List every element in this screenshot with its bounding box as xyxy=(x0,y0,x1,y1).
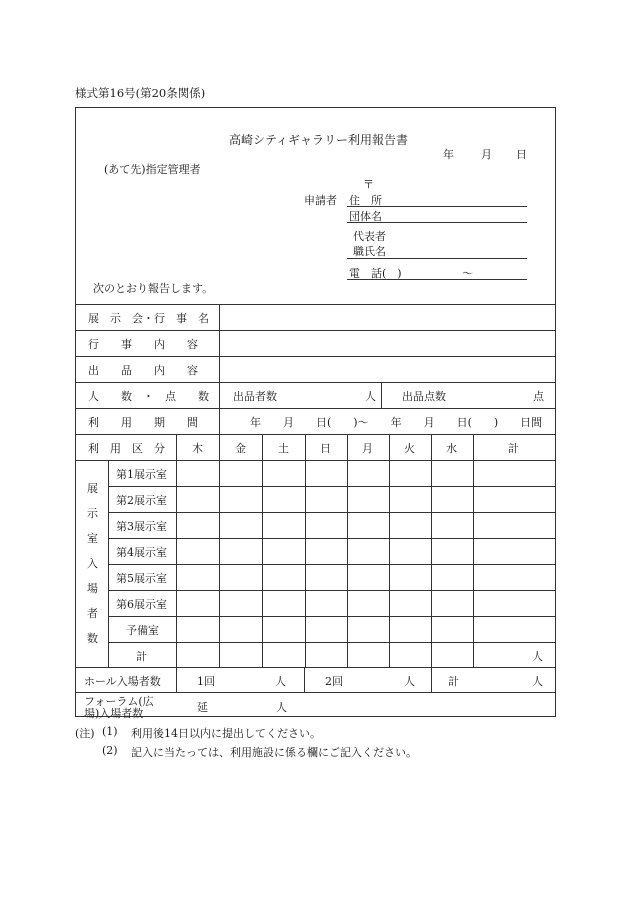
usage-label: 利 用 区 分 xyxy=(88,442,165,455)
items-label: 出品点数 xyxy=(402,390,446,403)
hall-second: 2回 xyxy=(325,675,343,688)
rooms-group-label-6: 者 xyxy=(87,607,98,620)
date-year: 年 xyxy=(443,148,454,161)
weekday-sat: 土 xyxy=(278,442,289,455)
hall-first: 1回 xyxy=(197,675,215,688)
exhibit-content-label: 出 品 内 容 xyxy=(88,364,198,377)
event-content-label: 行 事 内 容 xyxy=(88,338,198,351)
exhibition-name-label: 展 示 会・行 事 名 xyxy=(88,312,209,325)
room-1: 第1展示室 xyxy=(116,468,167,481)
weekday-thu: 木 xyxy=(192,442,203,455)
weekday-fri: 金 xyxy=(235,442,246,455)
room-2: 第2展示室 xyxy=(116,494,167,507)
exhibition-name-field[interactable] xyxy=(221,306,553,328)
phone-line[interactable] xyxy=(347,279,527,280)
period-text[interactable]: 年 月 日( )〜 年 月 日( ) 日間 xyxy=(250,416,543,429)
forum-label-1: フォーラム(広 xyxy=(84,695,154,708)
note-1-text: 利用後14日以内に提出してください。 xyxy=(131,727,321,740)
hall-total: 計 xyxy=(448,675,459,688)
weekday-sun: 日 xyxy=(320,442,331,455)
room-total: 計 xyxy=(136,650,147,663)
weekday-mon: 月 xyxy=(362,442,373,455)
report-form xyxy=(75,107,556,720)
group-label: 団体名 xyxy=(349,210,382,223)
representative-title-label: 職氏名 xyxy=(353,245,386,258)
period-label: 利 用 期 間 xyxy=(88,416,198,429)
form-title: 高崎シティギャラリー利用報告書 xyxy=(229,133,409,147)
address-line[interactable] xyxy=(347,206,527,207)
hall-unit-3: 人 xyxy=(532,675,543,688)
exhibitors-label: 出品者数 xyxy=(233,390,277,403)
room-5: 第5展示室 xyxy=(116,572,167,585)
applicant-label: 申請者 xyxy=(304,194,337,207)
hall-label: ホール入場者数 xyxy=(84,675,161,688)
forum-unit: 人 xyxy=(276,701,287,714)
representative-label: 代表者 xyxy=(353,230,386,243)
representative-line[interactable] xyxy=(347,258,527,259)
date-day: 日 xyxy=(516,148,527,161)
phone-separator: 〜 xyxy=(462,267,473,280)
rooms-group-label-7: 数 xyxy=(87,632,98,645)
addressee: (あて先)指定管理者 xyxy=(104,163,201,176)
rooms-group-label-4: 入 xyxy=(87,557,98,570)
forum-total-prefix: 延 xyxy=(197,701,208,714)
room-6: 第6展示室 xyxy=(116,598,167,611)
postal-mark: 〒 xyxy=(363,178,374,191)
note-2-text: 記入に当たっては、利用施設に係る欄にご記入ください。 xyxy=(131,746,417,759)
room-4: 第4展示室 xyxy=(116,546,167,559)
room-3: 第3展示室 xyxy=(116,520,167,533)
phone-label: 電 話( ) xyxy=(349,267,402,280)
date-month: 月 xyxy=(481,148,492,161)
items-unit: 点 xyxy=(533,390,544,403)
weekday-total: 計 xyxy=(508,442,519,455)
form-number: 様式第16号(第20条関係) xyxy=(75,86,206,100)
exhibit-content-field[interactable] xyxy=(221,358,553,380)
note-2-number: (2) xyxy=(102,744,118,757)
rooms-group-label-5: 場 xyxy=(87,582,98,595)
notes-prefix: (注) xyxy=(75,727,95,740)
rooms-group-label-2: 示 xyxy=(87,507,98,520)
room-reserve: 予備室 xyxy=(126,624,159,637)
count-label: 人 数 ・ 点 数 xyxy=(88,390,209,403)
room-total-unit: 人 xyxy=(532,650,543,663)
rooms-group-label-3: 室 xyxy=(87,532,98,545)
report-statement: 次のとおり報告します。 xyxy=(93,282,214,295)
hall-unit-2: 人 xyxy=(404,675,415,688)
hall-unit-1: 人 xyxy=(275,675,286,688)
note-1-number: (1) xyxy=(102,725,118,738)
address-label: 住 所 xyxy=(349,194,382,207)
weekday-tue: 火 xyxy=(404,442,415,455)
rooms-group-label-1: 展 xyxy=(87,482,98,495)
weekday-wed: 水 xyxy=(446,442,457,455)
exhibitors-unit: 人 xyxy=(365,390,376,403)
forum-label-2: 場)入場者数 xyxy=(84,707,144,720)
event-content-field[interactable] xyxy=(221,332,553,354)
group-line[interactable] xyxy=(347,222,527,223)
